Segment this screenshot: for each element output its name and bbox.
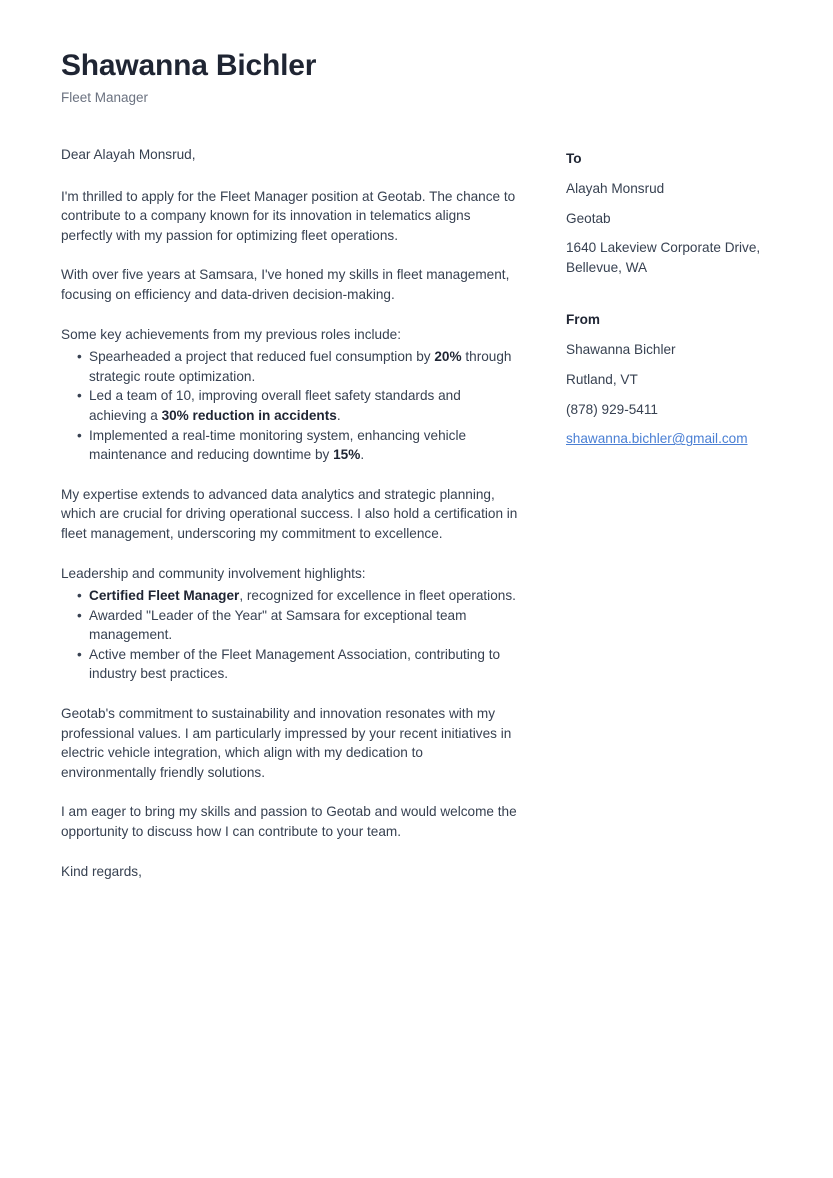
- paragraph-intro: I'm thrilled to apply for the Fleet Manager position at Geotab. The chance to contribute to a company known for its innovation in telematics aligns perfectly with my passion for optimizing fleet operations.: [61, 188, 516, 243]
- achievements-list: [61, 347, 521, 465]
- recipient-company: Geotab: [566, 210, 611, 226]
- letter-meta-column: [566, 149, 796, 449]
- bullet-text-before: Implemented a real-time monitoring system, enhancing vehicle maintenance and reducing downtime by: [89, 427, 467, 463]
- bullet-text-emphasis: Certified Fleet Manager: [89, 588, 240, 604]
- sender-name: Shawanna Bichler: [566, 342, 676, 358]
- paragraph-values: Geotab's commitment to sustainability and innovation resonates with my professional values. I am particularly impressed by your recent initiatives in electric vehicle integration, which align with my dedication to environmentally friendly solutions.: [61, 706, 512, 780]
- bullet-text-after: .: [336, 407, 341, 423]
- closing-salutation: Kind regards,: [61, 863, 142, 879]
- list-item: [61, 386, 521, 425]
- letter-content-column: [61, 145, 521, 881]
- leadership-list: [61, 586, 521, 684]
- list-item: [61, 426, 521, 465]
- recipient-name: Alayah Monsrud: [566, 181, 665, 196]
- list-item: [61, 347, 521, 386]
- sender-location: Rutland, VT: [566, 371, 638, 387]
- recipient-address: 1640 Lakeview Corporate Drive, Bellevue, WA: [566, 240, 761, 275]
- bullet-text-before: Led a team of 10, improving overall fleet safety standards and achieving a: [89, 388, 461, 423]
- list-item: [61, 586, 521, 606]
- bullet-text-emphasis: 30% reduction in accidents: [161, 407, 337, 423]
- paragraph-experience: With over five years at Samsara, I've honed my skills in fleet management, focusing on efficiency and data-driven decision-making.: [61, 267, 510, 302]
- paragraph-expertise: My expertise extends to advanced data analytics and strategic planning, which are crucial for driving operational success. I also hold a certification in fleet management, underscoring my commitment to excellence.: [61, 486, 518, 541]
- bullet-text-after: , recognized for excellence in fleet operations.: [239, 588, 516, 604]
- sender-phone: (878) 929-5411: [566, 401, 658, 417]
- letter-header: [61, 48, 761, 107]
- bullet-text-before: Awarded "Leader of the Year" at Samsara for exceptional team management.: [89, 607, 467, 643]
- sender-heading: From: [566, 312, 600, 328]
- bullet-text-after: .: [360, 447, 365, 463]
- applicant-job-title: Fleet Manager: [61, 90, 149, 105]
- bullet-text-emphasis: 20%: [434, 349, 462, 365]
- recipient-heading: To: [566, 151, 582, 166]
- applicant-name: Shawanna Bichler: [61, 49, 317, 82]
- bullet-text-before: Active member of the Fleet Management Association, contributing to industry best practices.: [89, 646, 501, 682]
- sender-block: [566, 310, 796, 448]
- bullet-text-before: Spearheaded a project that reduced fuel consumption by: [89, 349, 435, 365]
- salutation: Dear Alayah Monsrud,: [61, 147, 196, 162]
- list-item: [61, 606, 521, 645]
- sender-email-line: [566, 429, 796, 449]
- paragraph-call-to-action: I am eager to bring my skills and passion to Geotab and would welcome the opportunity to discuss how I can contribute to your team.: [61, 804, 517, 840]
- recipient-block: [566, 149, 796, 277]
- list-item: [61, 645, 521, 684]
- bullet-text-emphasis: 15%: [333, 447, 361, 463]
- achievements-lead-in: Some key achievements from my previous roles include:: [61, 326, 401, 342]
- bullet-text-after: through strategic route optimization.: [89, 349, 512, 384]
- leadership-lead-in: Leadership and community involvement highlights:: [61, 565, 366, 581]
- sender-email-link[interactable]: shawanna.bichler@gmail.com: [566, 431, 748, 447]
